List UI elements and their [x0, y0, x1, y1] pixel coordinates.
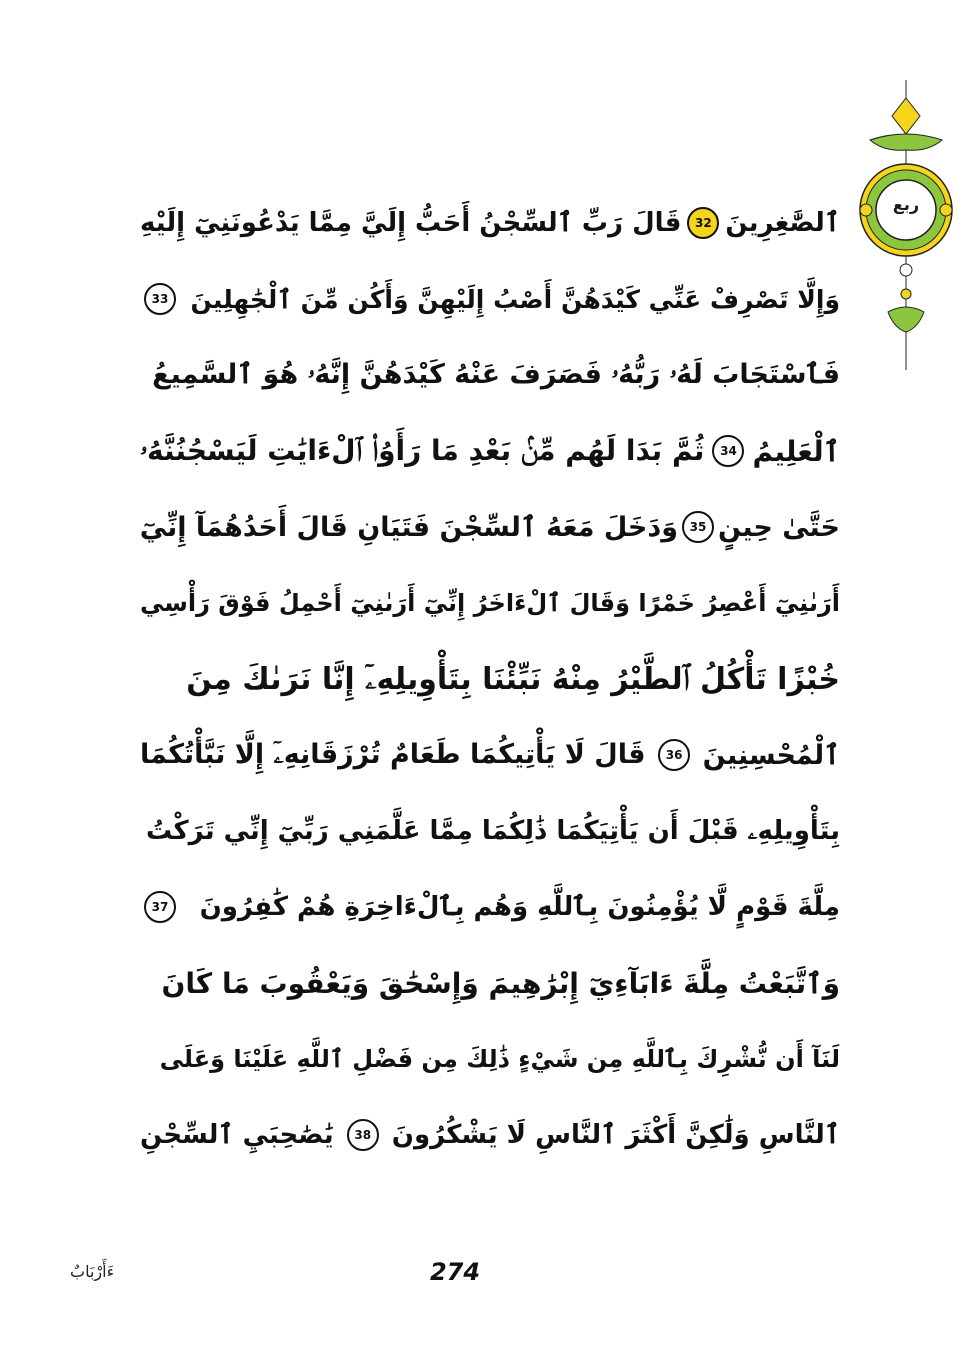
text-line	[140, 796, 840, 866]
text-line	[140, 720, 840, 790]
text-line	[140, 872, 840, 942]
line-text: فَٱسْتَجَابَ لَهُۥ رَبُّهُۥ فَصَرَفَ عَنْهُ كَيْدَهُنَّ إِنَّهُۥ هُوَ ٱلسَّمِيعُ	[152, 359, 840, 390]
line-text: أَرَىٰنِيٓ أَعْصِرُ خَمْرًا وَقَالَ ٱلْءَاخَرُ إِنِّيٓ أَرَىٰنِيٓ أَحْمِلُ فَوْقَ رَأْسِي	[140, 589, 840, 617]
line-text: خُبْزًا تَأْكُلُ ٱلطَّيْرُ مِنْهُ نَبِّئْنَا بِتَأْوِيلِهِۦٓ إِنَّا نَرَىٰكَ مِنَ	[186, 661, 840, 697]
line-text: ٱلنَّاسِ وَلَٰكِنَّ أَكْثَرَ ٱلنَّاسِ لَا يَشْكُرُونَ	[391, 1120, 840, 1150]
text-line	[140, 568, 840, 638]
line-text: وَإِلَّا تَصْرِفْ عَنِّي كَيْدَهُنَّ أَصْبُ إِلَيْهِنَّ وَأَكُن مِّنَ ٱلْجَٰهِلِينَ	[190, 284, 840, 314]
text-line	[140, 948, 840, 1018]
ayah-marker: 33	[144, 283, 176, 315]
ornament-icon	[858, 80, 954, 370]
line-text-continued: ثُمَّ بَدَا لَهُم مِّنۢ بَعْدِ مَا رَأَوُا۟ ٱلْءَايَٰتِ لَيَسْجُنُنَّهُۥ	[140, 434, 705, 467]
text-line	[140, 416, 840, 486]
line-text: وَٱتَّبَعْتُ مِلَّةَ ءَابَآءِيٓ إِبْرَٰهِيمَ وَإِسْحَٰقَ وَيَعْقُوبَ مَا كَانَ	[161, 966, 840, 1000]
line-text-continued: قَالَ رَبِّ ٱلسِّجْنُ أَحَبُّ إِلَيَّ مِمَّا يَدْعُونَنِيٓ إِلَيْهِ	[140, 208, 682, 238]
text-line	[140, 188, 840, 258]
text-line	[140, 340, 840, 410]
line-text: بِتَأْوِيلِهِۦ قَبْلَ أَن يَأْتِيَكُمَا ذَٰلِكُمَا مِمَّا عَلَّمَنِي رَبِّيٓ إِنِّي تَرَكْتُ	[146, 815, 840, 846]
line-text: ٱلْمُحْسِنِينَ	[702, 739, 840, 771]
ayah-marker: 32	[687, 207, 719, 239]
line-text-continued: يَٰصَٰحِبَيِ ٱلسِّجْنِ	[140, 1120, 334, 1150]
text-line	[140, 1100, 840, 1170]
line-text: ٱلْعَلِيمُ	[752, 434, 840, 468]
ayah-marker: 35	[682, 511, 714, 543]
ayah-marker: 36	[658, 739, 690, 771]
catchword: ءَأَرْبَابٌ	[70, 1262, 115, 1281]
line-text-continued: وَدَخَلَ مَعَهُ ٱلسِّجْنَ فَتَيَانِ قَالَ أَحَدُهُمَآ إِنِّيٓ	[140, 511, 679, 543]
line-text: لَنَآ أَن نُّشْرِكَ بِٱللَّهِ مِن شَيْءٍ ذَٰلِكَ مِن فَضْلِ ٱللَّهِ عَلَيْنَا وَعَلَى	[159, 1045, 840, 1073]
line-text: ٱلصَّٰغِرِينَ	[725, 208, 840, 238]
quran-text-block	[140, 188, 840, 1188]
text-line	[140, 1024, 840, 1094]
ayah-marker: 34	[712, 435, 744, 467]
ayah-marker: 38	[347, 1119, 379, 1151]
line-text: مِلَّةَ قَوْمٍ لَّا يُؤْمِنُونَ بِٱللَّهِ وَهُم بِٱلْءَاخِرَةِ هُمْ كَٰفِرُونَ	[199, 892, 840, 922]
ornament-label: ربع	[892, 195, 920, 214]
line-text: حَتَّىٰ حِينٍ	[718, 511, 840, 543]
text-line	[140, 264, 840, 334]
page-number: 274	[429, 1258, 481, 1286]
text-line	[140, 492, 840, 562]
line-text-continued: قَالَ لَا يَأْتِيكُمَا طَعَامٌ تُرْزَقَانِهِۦٓ إِلَّا نَبَّأْتُكُمَا	[140, 739, 646, 770]
text-line	[140, 644, 840, 714]
ayah-marker: 37	[144, 891, 176, 923]
hizb-quarter-ornament	[858, 80, 954, 370]
